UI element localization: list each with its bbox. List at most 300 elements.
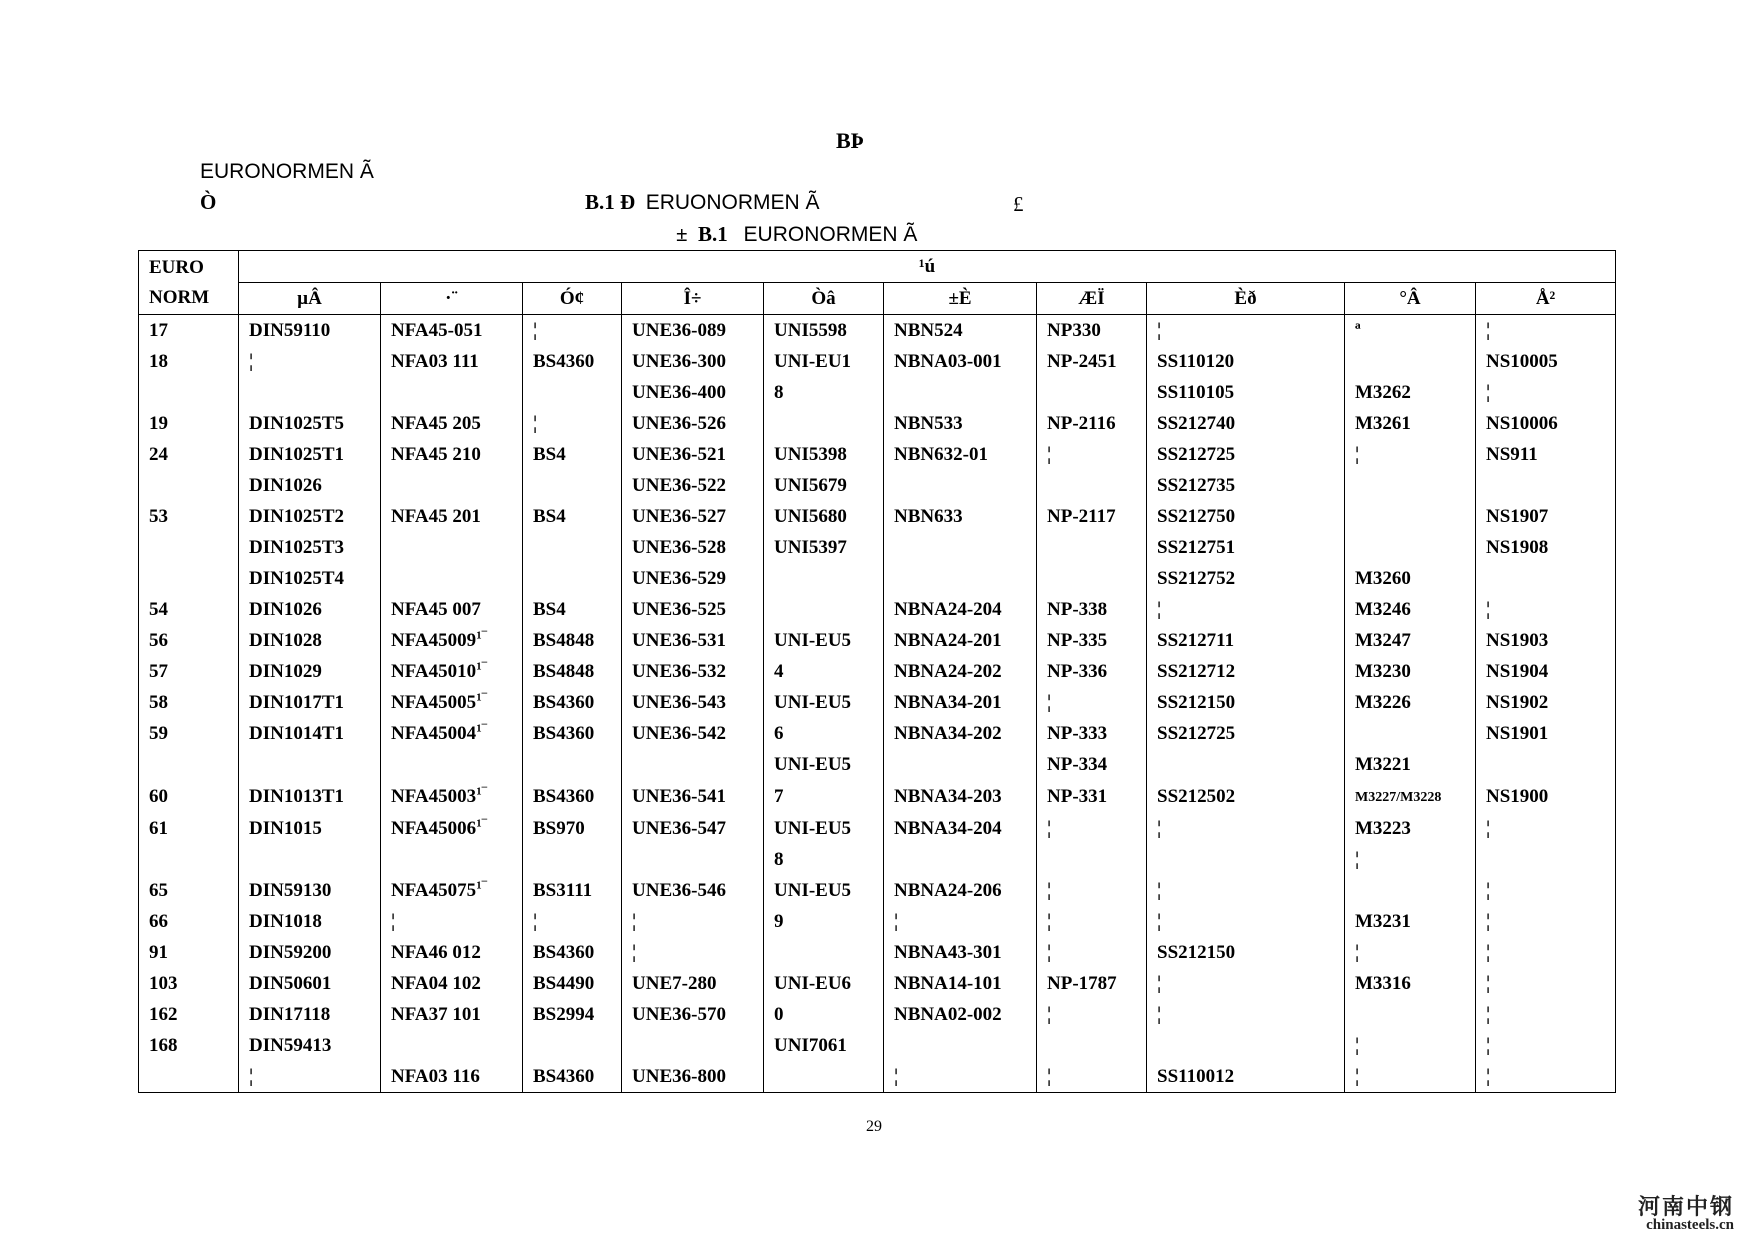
table-cell <box>1147 875 1345 906</box>
table-row <box>139 408 1616 439</box>
table-cell <box>1037 625 1147 656</box>
cell-text: UNE36-546 <box>632 880 726 901</box>
country-header: Î÷ <box>622 283 764 315</box>
table-cell <box>884 968 1037 999</box>
table-cell <box>1345 875 1476 906</box>
cell-text: DIN1015 <box>249 818 322 839</box>
euronorm-number <box>139 470 239 501</box>
table-cell <box>523 501 622 532</box>
table-cell <box>622 906 764 937</box>
cell-text: ¦ <box>249 351 254 372</box>
table-cell <box>1037 563 1147 594</box>
cell-text: NP-2451 <box>1047 351 1117 372</box>
table-cell <box>1345 408 1476 439</box>
table-cell <box>884 718 1037 749</box>
cell-text: UNE7-280 <box>632 973 717 994</box>
table-cell <box>1147 377 1345 408</box>
table-cell <box>1147 470 1345 501</box>
table-cell <box>381 594 523 625</box>
table-cell <box>1345 813 1476 844</box>
country-header-row <box>139 283 1616 315</box>
cell-text: ¦ <box>1157 818 1162 839</box>
table-cell <box>1147 532 1345 563</box>
table-cell <box>381 532 523 563</box>
cell-text: BS4360 <box>533 351 595 372</box>
caption-text: ERUONORMEN Ã <box>645 191 820 214</box>
cell-text: NBNA03-001 <box>894 351 1002 372</box>
cell-text: NBNA24-201 <box>894 630 1002 651</box>
table-cell <box>884 999 1037 1030</box>
table-cell <box>1147 656 1345 687</box>
table-cell <box>523 875 622 906</box>
cell-text: NBNA24-202 <box>894 661 1002 682</box>
cell-text: NS1902 <box>1486 692 1549 713</box>
table-cell <box>381 501 523 532</box>
table-cell <box>884 687 1037 718</box>
country-header: ±È <box>884 283 1037 315</box>
table-row <box>139 656 1616 687</box>
cell-text: NBNA34-204 <box>894 818 1002 839</box>
cell-text: NP-336 <box>1047 661 1108 682</box>
table-cell <box>764 749 884 780</box>
table-cell <box>1147 937 1345 968</box>
table-cell <box>1037 687 1147 718</box>
table-cell <box>1345 749 1476 780</box>
cell-text: ¦ <box>1486 818 1491 839</box>
cell-text: SS212150 <box>1157 942 1236 963</box>
cell-text: ¦ <box>1486 911 1491 932</box>
cell-text: NP-331 <box>1047 786 1108 807</box>
table-cell <box>1345 1030 1476 1061</box>
table-cell <box>239 501 381 532</box>
cell-text: UNI-EU5 <box>774 818 852 839</box>
table-cell <box>884 439 1037 470</box>
table-cell <box>239 906 381 937</box>
cell-text: ¦ <box>1047 880 1052 901</box>
cell-text: DIN1026 <box>249 599 322 620</box>
cell-text: UNI-EU1 <box>774 351 852 372</box>
table-cell <box>622 749 764 780</box>
cell-text: ¦ <box>1047 1004 1052 1025</box>
table-cell <box>381 1061 523 1093</box>
table-cell <box>381 906 523 937</box>
table-cell <box>1147 844 1345 875</box>
cell-text: ¦ <box>1157 880 1162 901</box>
euronorm-number: 53 <box>139 501 239 532</box>
table-cell <box>381 968 523 999</box>
table-cell <box>1476 563 1616 594</box>
table-cell <box>1476 656 1616 687</box>
cell-text: BS970 <box>533 818 585 839</box>
table-cell <box>1037 1061 1147 1093</box>
table-caption <box>676 222 917 247</box>
cell-text: NS911 <box>1486 444 1538 465</box>
cell-text: NP330 <box>1047 320 1101 341</box>
cell-text: M3231 <box>1355 911 1411 932</box>
euronorm-number: 58 <box>139 687 239 718</box>
cell-text: M3260 <box>1355 568 1411 589</box>
table-cell <box>1037 532 1147 563</box>
table-cell <box>1345 532 1476 563</box>
table-cell <box>884 813 1037 844</box>
table-cell <box>884 470 1037 501</box>
table-cell <box>1147 968 1345 999</box>
table-cell <box>1345 844 1476 875</box>
table-cell <box>239 968 381 999</box>
table-cell <box>1345 1061 1476 1093</box>
table-cell <box>1476 532 1616 563</box>
table-cell <box>1147 687 1345 718</box>
cell-text: UNI5680 <box>774 506 847 527</box>
table-cell <box>239 625 381 656</box>
table-cell <box>1037 439 1147 470</box>
country-group-header: ¹ú <box>239 251 1616 283</box>
cell-text: M3316 <box>1355 973 1411 994</box>
cell-text: UNE36-570 <box>632 1004 726 1025</box>
footnote-mark: 1¯ <box>476 660 488 673</box>
table-cell <box>239 844 381 875</box>
table-cell <box>523 749 622 780</box>
table-cell <box>764 563 884 594</box>
cell-text: SS110120 <box>1157 351 1235 372</box>
table-cell <box>764 718 884 749</box>
table-cell <box>622 813 764 844</box>
cell-text: SS212751 <box>1157 537 1236 558</box>
table-cell <box>1345 563 1476 594</box>
table-cell <box>622 470 764 501</box>
table-cell <box>622 875 764 906</box>
cell-text: ¦ <box>533 320 538 341</box>
table-cell <box>884 1061 1037 1093</box>
table-cell <box>1037 315 1147 347</box>
cell-text: UNI5679 <box>774 475 847 496</box>
cell-text: UNE36-528 <box>632 537 726 558</box>
table-cell <box>381 999 523 1030</box>
table-cell <box>1345 439 1476 470</box>
table-cell <box>1345 346 1476 377</box>
cell-text: NS1903 <box>1486 630 1549 651</box>
garbled-symbol: £ <box>1013 192 1024 216</box>
cell-text: DIN59200 <box>249 942 332 963</box>
table-cell <box>1476 439 1616 470</box>
cell-text: ¦ <box>1486 382 1491 403</box>
euronorm-number: 61 <box>139 813 239 844</box>
table-row <box>139 780 1616 813</box>
cell-text: UNE36-522 <box>632 475 726 496</box>
cell-text: NP-338 <box>1047 599 1108 620</box>
cell-text: NFA45-051 <box>391 320 483 341</box>
cell-text: ¦ <box>1486 320 1491 341</box>
euronorm-number <box>139 749 239 780</box>
table-cell <box>523 937 622 968</box>
table-cell <box>1476 968 1616 999</box>
cell-text: ¦ <box>533 911 538 932</box>
table-cell <box>622 844 764 875</box>
country-header: Èð <box>1147 283 1345 315</box>
euronorm-number: 59 <box>139 718 239 749</box>
table-cell <box>381 470 523 501</box>
table-cell <box>1476 844 1616 875</box>
table-cell <box>884 844 1037 875</box>
table-cell <box>884 906 1037 937</box>
table-cell <box>1147 594 1345 625</box>
cell-text: NFA45006 <box>391 818 477 839</box>
table-cell <box>523 906 622 937</box>
table-cell <box>523 315 622 347</box>
cell-text: BS4 <box>533 506 566 527</box>
cell-text: SS212150 <box>1157 692 1236 713</box>
table-row <box>139 937 1616 968</box>
table-cell <box>523 1061 622 1093</box>
euronorm-label-line2: NORM <box>149 286 210 308</box>
table-row <box>139 718 1616 749</box>
table-row <box>139 346 1616 377</box>
table-cell <box>1345 594 1476 625</box>
country-header: Å² <box>1476 283 1616 315</box>
table-cell <box>1037 968 1147 999</box>
cell-text: DIN1018 <box>249 911 322 932</box>
table-cell <box>523 346 622 377</box>
table-cell <box>622 439 764 470</box>
cell-text: NBNA24-206 <box>894 880 1002 901</box>
table-cell <box>1476 315 1616 347</box>
country-header: ÆÏ <box>1037 283 1147 315</box>
cell-text: UNE36-541 <box>632 786 726 807</box>
cell-text: ¦ <box>1486 1066 1491 1087</box>
table-cell <box>239 1030 381 1061</box>
table-cell <box>1345 625 1476 656</box>
table-row <box>139 594 1616 625</box>
table-title: EURONORMEN Ã <box>743 223 918 246</box>
cell-text: UNI5397 <box>774 537 847 558</box>
euronorm-number: 65 <box>139 875 239 906</box>
euronorm-label-line1: EURO <box>149 256 204 278</box>
table-cell <box>1345 906 1476 937</box>
table-cell <box>1037 594 1147 625</box>
table-cell <box>239 532 381 563</box>
cell-text: NBNA02-002 <box>894 1004 1002 1025</box>
cell-text: ¦ <box>1047 818 1052 839</box>
table-cell <box>523 844 622 875</box>
cell-text: ¦ <box>1355 942 1360 963</box>
garbled-glyph: Ò <box>200 190 217 214</box>
cell-text: NBN632-01 <box>894 444 988 465</box>
table-cell <box>1147 718 1345 749</box>
table-cell <box>1476 875 1616 906</box>
cell-text: BS3111 <box>533 880 593 901</box>
table-cell <box>764 906 884 937</box>
table-cell <box>239 656 381 687</box>
table-cell <box>1037 718 1147 749</box>
table-cell <box>239 1061 381 1093</box>
cell-text: ¦ <box>1486 1035 1491 1056</box>
table-row <box>139 1030 1616 1061</box>
table-row <box>139 563 1616 594</box>
table-cell <box>381 408 523 439</box>
table-cell <box>523 687 622 718</box>
cell-text: NS1900 <box>1486 786 1549 807</box>
table-row <box>139 625 1616 656</box>
table-cell <box>1037 813 1147 844</box>
table-cell <box>523 1030 622 1061</box>
cell-text: 0 <box>774 1004 784 1025</box>
table-cell <box>1147 813 1345 844</box>
table-cell <box>1037 906 1147 937</box>
table-cell <box>239 813 381 844</box>
cell-text: M3230 <box>1355 661 1411 682</box>
cell-text: M3261 <box>1355 413 1411 434</box>
cell-text: DIN50601 <box>249 973 332 994</box>
cell-text: NP-1787 <box>1047 973 1117 994</box>
cell-text: BS4360 <box>533 723 595 744</box>
table-cell <box>1476 377 1616 408</box>
table-cell <box>622 408 764 439</box>
footnote-mark: 1¯ <box>476 722 488 735</box>
cell-text: M3246 <box>1355 599 1411 620</box>
table-cell <box>884 532 1037 563</box>
cell-text: SS110105 <box>1157 382 1235 403</box>
cell-text: NFA45003 <box>391 786 477 807</box>
cell-text: SS212712 <box>1157 661 1236 682</box>
table-cell <box>764 439 884 470</box>
cell-text: NP-2117 <box>1047 506 1116 527</box>
cell-text: UNI-EU6 <box>774 973 852 994</box>
table-cell <box>381 315 523 347</box>
cell-text: DIN1026 <box>249 475 322 496</box>
table-cell <box>523 999 622 1030</box>
table-cell <box>381 844 523 875</box>
table-cell <box>1345 999 1476 1030</box>
cell-text: UNI5598 <box>774 320 847 341</box>
table-cell <box>1147 346 1345 377</box>
cell-text: NFA45005 <box>391 692 477 713</box>
cell-text: NFA03 116 <box>391 1066 480 1087</box>
euronorm-number: 162 <box>139 999 239 1030</box>
cell-text: 7 <box>774 786 784 807</box>
cell-text: ¦ <box>1486 599 1491 620</box>
page-heading: BÞ <box>836 128 865 153</box>
table-cell <box>239 315 381 347</box>
country-header: µÂ <box>239 283 381 315</box>
table-cell <box>1476 718 1616 749</box>
cell-text: ¦ <box>1486 973 1491 994</box>
table-row <box>139 501 1616 532</box>
table-cell <box>239 470 381 501</box>
table-cell <box>381 780 523 813</box>
table-cell <box>523 813 622 844</box>
euronorm-number: 91 <box>139 937 239 968</box>
cell-text: M3221 <box>1355 754 1411 775</box>
cell-text: UNI5398 <box>774 444 847 465</box>
caption-number: B.1 Ð <box>585 190 636 214</box>
cell-text: NBNA24-204 <box>894 599 1002 620</box>
standards-comparison-table <box>138 250 1616 1093</box>
cell-text: UNE36-400 <box>632 382 726 403</box>
table-cell <box>381 718 523 749</box>
table-cell <box>239 439 381 470</box>
cell-text: ¦ <box>1355 1066 1360 1087</box>
country-header: Òâ <box>764 283 884 315</box>
table-cell <box>1345 656 1476 687</box>
cell-text: NBNA14-101 <box>894 973 1002 994</box>
cell-text: UNI-EU5 <box>774 692 852 713</box>
table-cell <box>1476 408 1616 439</box>
table-cell <box>764 625 884 656</box>
cell-text: ¦ <box>1486 1004 1491 1025</box>
table-cell <box>523 563 622 594</box>
table-cell <box>523 625 622 656</box>
table-cell <box>1147 501 1345 532</box>
table-cell <box>1147 625 1345 656</box>
cell-text: ¦ <box>894 911 899 932</box>
table-cell <box>1345 687 1476 718</box>
table-cell <box>1476 937 1616 968</box>
cell-text: ¦ <box>1355 444 1360 465</box>
table-cell <box>1037 470 1147 501</box>
cell-text: NFA45 205 <box>391 413 481 434</box>
cell-text: UNE36-527 <box>632 506 726 527</box>
cell-text: DIN59110 <box>249 320 331 341</box>
table-row <box>139 470 1616 501</box>
table-cell <box>523 532 622 563</box>
cell-text: NBNA43-301 <box>894 942 1002 963</box>
cell-text: 8 <box>774 849 784 870</box>
euronorm-number: 54 <box>139 594 239 625</box>
cell-text: SS110012 <box>1157 1066 1235 1087</box>
cell-text: BS4848 <box>533 661 595 682</box>
table-cell <box>1147 906 1345 937</box>
table-cell <box>381 625 523 656</box>
table-cell <box>381 813 523 844</box>
cell-text: BS4848 <box>533 630 595 651</box>
cell-text: 8 <box>774 382 784 403</box>
table-cell <box>1476 906 1616 937</box>
table-cell <box>884 780 1037 813</box>
table-row <box>139 532 1616 563</box>
cell-text: NS1904 <box>1486 661 1549 682</box>
cell-text: ª <box>1355 320 1361 341</box>
table-cell <box>1037 749 1147 780</box>
cell-text: NFA04 102 <box>391 973 481 994</box>
table-cell <box>1037 501 1147 532</box>
cell-text: DIN1029 <box>249 661 322 682</box>
cell-text: ¦ <box>1047 942 1052 963</box>
cell-text: BS2994 <box>533 1004 595 1025</box>
table-row <box>139 813 1616 844</box>
table-cell <box>1037 875 1147 906</box>
euronorm-number: 103 <box>139 968 239 999</box>
table-row <box>139 999 1616 1030</box>
cell-text: SS212502 <box>1157 786 1236 807</box>
table-cell <box>764 532 884 563</box>
section-subtitle: EURONORMEN Ã <box>200 160 374 183</box>
table-cell <box>622 999 764 1030</box>
cell-text: BS4490 <box>533 973 595 994</box>
cell-text: NFA45 210 <box>391 444 481 465</box>
table-cell <box>239 687 381 718</box>
table-cell <box>1147 749 1345 780</box>
cell-text: DIN59413 <box>249 1035 332 1056</box>
table-cell <box>1476 687 1616 718</box>
table-cell <box>1476 625 1616 656</box>
cell-text: ¦ <box>1157 911 1162 932</box>
cell-text: NBNA34-202 <box>894 723 1002 744</box>
table-row <box>139 439 1616 470</box>
table-cell <box>1147 1061 1345 1093</box>
cell-text: UNE36-525 <box>632 599 726 620</box>
table-cell <box>1037 377 1147 408</box>
table-cell <box>239 377 381 408</box>
